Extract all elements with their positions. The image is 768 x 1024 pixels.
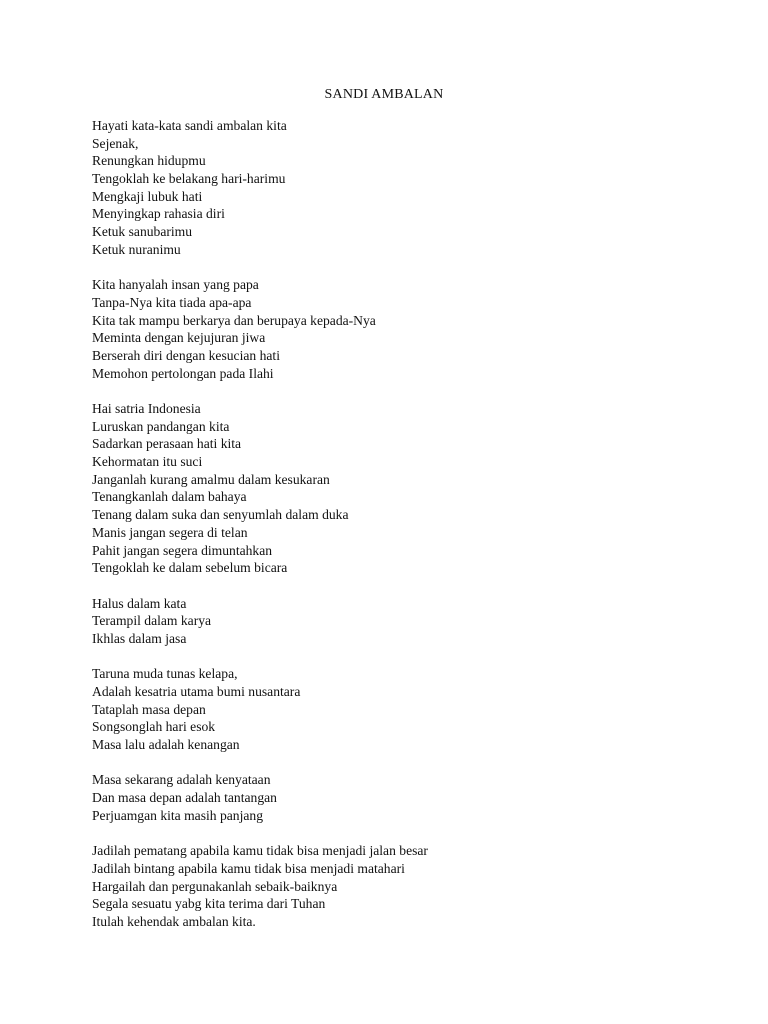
poem-line: Tenang dalam suka dan senyumlah dalam duka bbox=[92, 507, 349, 523]
poem-body bbox=[92, 117, 732, 948]
poem-line: Sadarkan perasaan hati kita bbox=[92, 436, 242, 452]
stanza-5 bbox=[92, 665, 732, 753]
poem-line: Masa lalu adalah kenangan bbox=[92, 737, 240, 753]
poem-line: Jadilah pematang apabila kamu tidak bisa menjadi jalan besar bbox=[92, 843, 428, 859]
stanza-7 bbox=[92, 842, 732, 930]
poem-line: Jadilah bintang apabila kamu tidak bisa menjadi matahari bbox=[92, 860, 405, 876]
poem-line: Luruskan pandangan kita bbox=[92, 418, 230, 434]
poem-line: Kita hanyalah insan yang papa bbox=[92, 277, 259, 293]
stanza-4 bbox=[92, 595, 732, 648]
poem-line: Manis jangan segera di telan bbox=[92, 524, 248, 540]
poem-line: Ketuk sanubarimu bbox=[92, 224, 193, 240]
document-title-text: SANDI AMBALAN bbox=[324, 87, 444, 102]
poem-line: Perjuamgan kita masih panjang bbox=[92, 807, 264, 823]
poem-line: Tengoklah ke dalam sebelum bicara bbox=[92, 560, 288, 576]
poem-line: Memohon pertolongan pada Ilahi bbox=[92, 365, 274, 381]
stanza-6 bbox=[92, 771, 732, 824]
poem-line: Terampil dalam karya bbox=[92, 613, 212, 629]
poem-line: Halus dalam kata bbox=[92, 595, 187, 611]
poem-line: Dan masa depan adalah tantangan bbox=[92, 790, 277, 806]
poem-line: Pahit jangan segera dimuntahkan bbox=[92, 542, 273, 558]
poem-line: Menyingkap rahasia diri bbox=[92, 206, 225, 222]
poem-line: Berserah diri dengan kesucian hati bbox=[92, 347, 280, 363]
poem-line: Songsonglah hari esok bbox=[92, 719, 216, 735]
poem-line: Masa sekarang adalah kenyataan bbox=[92, 772, 271, 788]
poem-line: Tanpa-Nya kita tiada apa-apa bbox=[92, 294, 252, 310]
poem-line: Segala sesuatu yabg kita terima dari Tuhan bbox=[92, 896, 326, 912]
poem-line: Ikhlas dalam jasa bbox=[92, 630, 187, 646]
poem-line: Kehormatan itu suci bbox=[92, 454, 203, 470]
poem-line: Janganlah kurang amalmu dalam kesukaran bbox=[92, 471, 330, 487]
poem-line: Meminta dengan kejujuran jiwa bbox=[92, 330, 266, 346]
stanza-3 bbox=[92, 400, 732, 577]
poem-line: Tenangkanlah dalam bahaya bbox=[92, 489, 247, 505]
poem-line: Hargailah dan pergunakanlah sebaik-baiknya bbox=[92, 878, 338, 894]
poem-line: Sejenak, bbox=[92, 135, 139, 151]
stanza-2 bbox=[92, 276, 732, 382]
poem-line: Adalah kesatria utama bumi nusantara bbox=[92, 684, 301, 699]
poem-line: Mengkaji lubuk hati bbox=[92, 188, 203, 204]
poem-line: Kita tak mampu berkarya dan berupaya kepada-Nya bbox=[92, 312, 376, 328]
poem-line: Tengoklah ke belakang hari-harimu bbox=[92, 171, 286, 187]
poem-line: Hai satria Indonesia bbox=[92, 401, 201, 416]
poem-line: Ketuk nuranimu bbox=[92, 241, 181, 257]
poem-line: Itulah kehendak ambalan kita. bbox=[92, 913, 256, 929]
stanza-1 bbox=[92, 117, 732, 259]
poem-line: Renungkan hidupmu bbox=[92, 153, 206, 169]
poem-line: Tataplah masa depan bbox=[92, 701, 206, 717]
poem-line: Hayati kata-kata sandi ambalan kita bbox=[92, 118, 287, 133]
poem-line: Taruna muda tunas kelapa, bbox=[92, 666, 238, 682]
document-title bbox=[0, 86, 768, 104]
